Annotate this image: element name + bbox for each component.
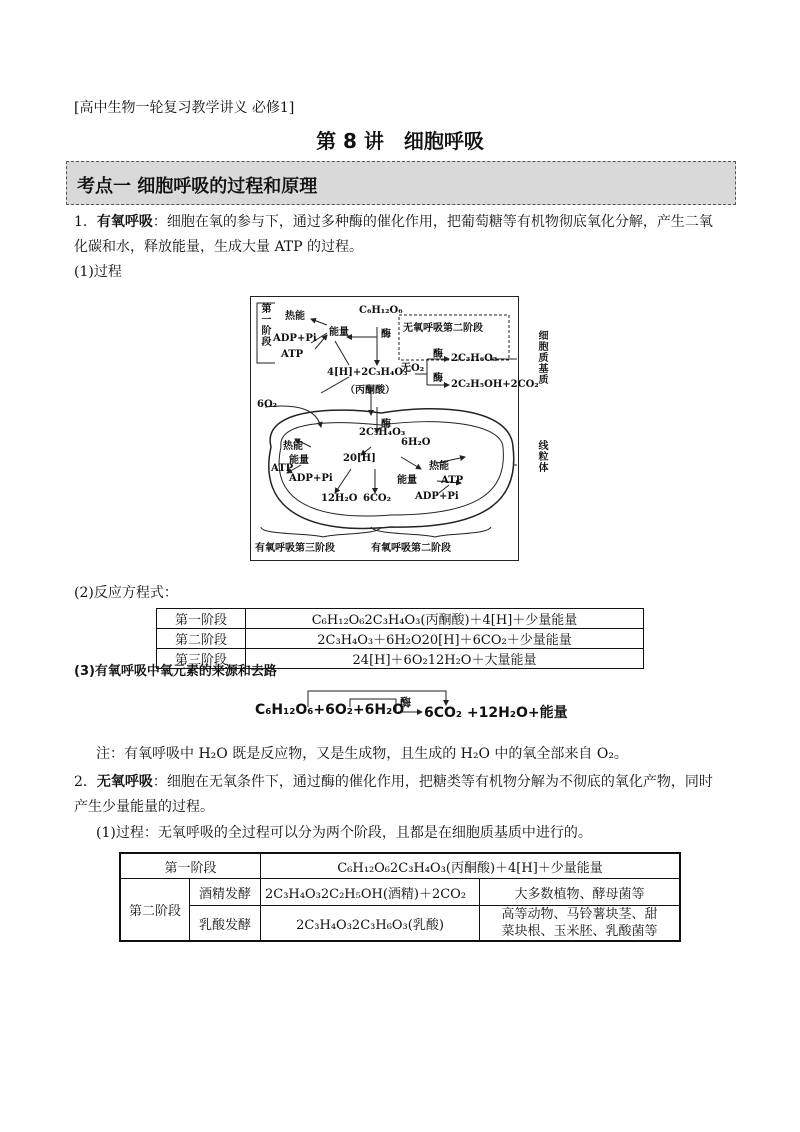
aerobic-definition-line1 [74, 212, 734, 232]
label-mitochondrion: 线粒体 [536, 440, 547, 473]
label-atp2: ATP [271, 463, 294, 474]
label-no-o2: 无O₂ [401, 363, 425, 374]
term-aerobic: 有氧呼吸 [96, 214, 153, 230]
oxygen-equation-right: 6CO₂ +12H₂O+能量 [424, 705, 568, 721]
reaction-cell: C₆H₁₂O₆2C₃H₄O₃(丙酮酸)＋4[H]＋少量能量 [246, 609, 644, 629]
label-energy1: 能量 [329, 327, 349, 338]
label-heat2: 热能 [283, 441, 303, 452]
label-stage3: 有氧呼吸第三阶段 [255, 543, 335, 554]
reaction-cell: 2C₃H₄O₃＋6H₂O20[H]＋6CO₂＋少量能量 [246, 629, 644, 649]
water-note: 注：有氧呼吸中 H₂O 既是反应物，又是生成物，且生成的 H₂O 中的氧全部来自 O₂。 [96, 746, 628, 762]
label-enzyme3: 酶 [433, 373, 443, 384]
label-energy2: 能量 [289, 455, 309, 466]
label-stage1: 第一阶段 [259, 303, 270, 347]
anaerobic-stage-table [119, 852, 681, 942]
table-row [157, 629, 644, 649]
label-o2: 6O₂ [257, 399, 278, 410]
section-title: 考点一 细胞呼吸的过程和原理 [77, 176, 318, 197]
examples-cell [480, 906, 681, 942]
oxygen-equation-enzyme: 酶 [400, 696, 411, 709]
label-ethanol: 2C₂H₅OH+2CO₂ [451, 379, 539, 390]
label-pyruvate-name: （丙酮酸） [345, 385, 395, 396]
label-enzyme1: 酶 [381, 329, 391, 340]
label-atp1: ATP [281, 349, 304, 360]
stage-cell: 第一阶段 [157, 609, 246, 629]
label-adp1: ADP+Pi [273, 333, 317, 344]
definition-text: ：细胞在氧的参与下，通过多种酶的催化作用，把葡萄糖等有机物彻底氧化分解，产生二氧 [152, 214, 713, 230]
label-anaerobic-stage2: 无氧呼吸第二阶段 [403, 323, 483, 334]
label-stage2: 有氧呼吸第二阶段 [371, 543, 451, 554]
stage-cell: 第一阶段 [120, 853, 261, 879]
item-number: 1． [74, 214, 97, 230]
stage-cell: 第二阶段 [120, 879, 190, 942]
term-anaerobic: 无氧呼吸 [96, 774, 153, 790]
label-pyruvate-row: 4[H]+2C₃H₄O₃ [327, 367, 408, 378]
process-label: (1)过程 [74, 264, 122, 280]
label-heat1: 热能 [285, 311, 305, 322]
reaction-cell: 2C₃H₄O₃2C₂H₅OH(酒精)＋2CO₂ [261, 879, 480, 906]
label-water6: 6H₂O [401, 437, 431, 448]
examples-line: 菜块根、玉米胚、乳酸菌等 [501, 924, 658, 939]
label-pyruvate2: 2C₃H₄O₃ [359, 427, 406, 438]
label-water12: 12H₂O [321, 493, 358, 504]
reaction-cell: C₆H₁₂O₆2C₃H₄O₃(丙酮酸)＋4[H]＋少量能量 [261, 853, 681, 879]
table-row [157, 609, 644, 629]
fermentation-type-cell: 乳酸发酵 [190, 906, 261, 942]
examples-line: 高等动物、马铃薯块茎、甜 [501, 907, 658, 922]
label-co2: 6CO₂ [363, 493, 392, 504]
label-heat3: 热能 [429, 461, 449, 472]
stage-cell: 第三阶段 [157, 649, 246, 669]
label-glucose: C₆H₁₂O₆ [359, 305, 403, 316]
stage-cell: 第二阶段 [157, 629, 246, 649]
aerobic-stage-table [156, 608, 644, 669]
examples-cell: 大多数植物、酵母菌等 [480, 879, 681, 906]
table-row [120, 879, 680, 906]
page-title: 第 8 讲 细胞呼吸 [316, 129, 484, 153]
fermentation-type-cell: 酒精发酵 [190, 879, 261, 906]
oxygen-equation-left: C₆H₁₂O₆+6O₂+6H₂O [255, 702, 405, 718]
definition-text: ：细胞在无氧条件下，通过酶的催化作用，把糖类等有机物分解为不彻底的氧化产物，同时 [152, 774, 713, 790]
aerobic-definition-line2: 化碳和水，释放能量，生成大量 ATP 的过程。 [74, 239, 364, 255]
label-enzyme4: 酶 [381, 419, 391, 430]
label-cytoplasm: 细胞质基质 [536, 330, 547, 385]
anaerobic-definition-line2: 产生少量能量的过程。 [74, 799, 214, 815]
label-adp2: ADP+Pi [289, 473, 333, 484]
label-atp3: ATP [441, 475, 464, 486]
label-enzyme2: 酶 [433, 349, 443, 360]
table-row [120, 906, 680, 942]
section-heading [66, 161, 736, 205]
label-energy3: 能量 [397, 475, 417, 486]
label-lactic: 2C₃H₆O₃ [451, 353, 498, 364]
reaction-cell: 2C₃H₄O₃2C₃H₆O₃(乳酸) [261, 906, 480, 942]
oxygen-source-label: (3)有氧呼吸中氧元素的来源和去路 [74, 664, 277, 679]
label-adp3: ADP+Pi [415, 491, 459, 502]
respiration-diagram [250, 296, 539, 561]
anaerobic-definition-line1 [74, 772, 734, 792]
anaerobic-process-text: (1)过程：无氧呼吸的全过程可以分为两个阶段，且都是在细胞质基质中进行的。 [96, 825, 592, 841]
reaction-cell: 24[H]＋6O₂12H₂O＋大量能量 [246, 649, 644, 669]
label-h20: 20[H] [343, 453, 376, 464]
lecture-subtitle: [高中生物一轮复习教学讲义 必修1] [74, 100, 295, 116]
table-row [120, 853, 680, 879]
equation-label: (2)反应方程式： [74, 585, 178, 601]
item-number: 2． [74, 774, 97, 790]
